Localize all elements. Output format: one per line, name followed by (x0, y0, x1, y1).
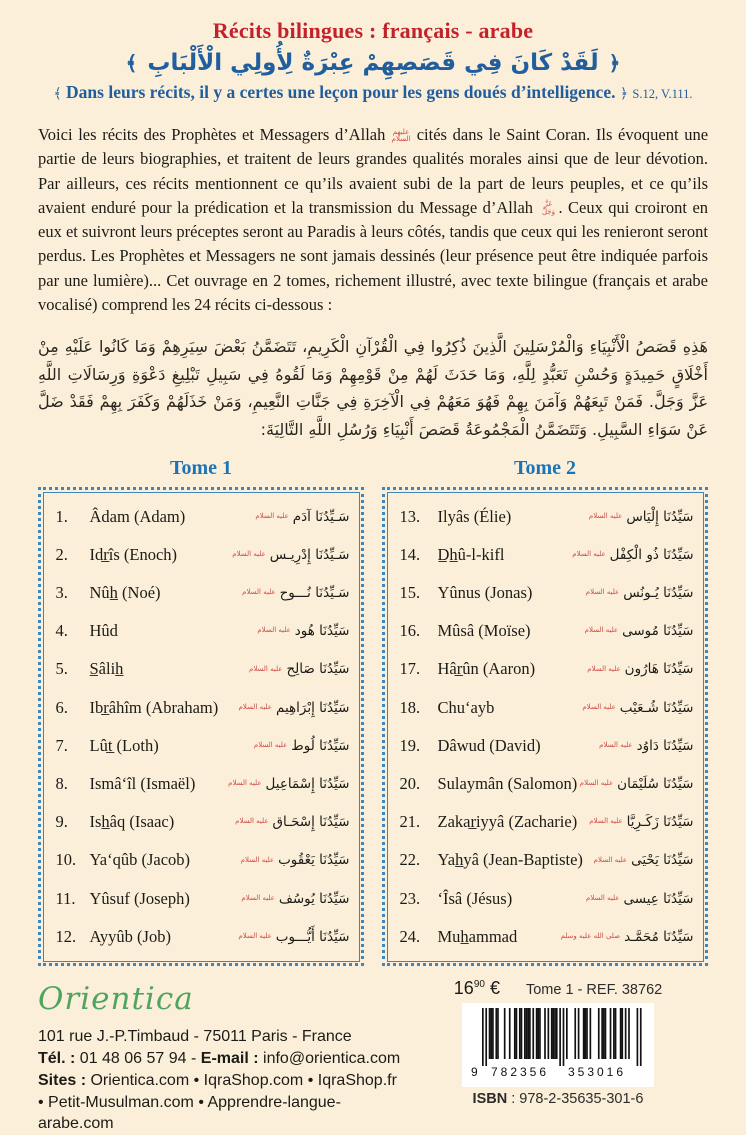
tome1-decorative-border (38, 487, 364, 966)
arabic-text: سَيِّدُنَا عِيسى (623, 890, 694, 907)
alayhi-salam-stamp-icon: عليه السلام (579, 779, 614, 788)
arabic-text: سَيِّدُنَا صَالِح (286, 661, 350, 678)
alayhi-salam-stamp-icon: عليه السلام (240, 855, 275, 864)
alayhi-salam-stamp-icon: عليه السلام (585, 588, 620, 597)
prophet-name: S̲âlih̲ (89, 659, 124, 679)
price-row (408, 978, 708, 999)
svg-text:9: 9 (471, 1065, 481, 1080)
arabic-text: سَيِّدُنَا يُـونُس (623, 585, 694, 602)
publisher-address: 101 rue J.-P.Timbaud - 75011 Paris - France (38, 1028, 352, 1046)
tome1-title: Tome 1 (169, 457, 233, 480)
arabic-text: سَيِّدُنَا إِسْمَاعِيل (265, 775, 350, 792)
arabic-text: سَيِّدُنَا لُوط (291, 737, 350, 754)
intro-text: Voici les récits des Prophètes et Messagers d’Allah (38, 125, 386, 144)
alayhi-salam-stamp-icon: عليه السلام (228, 779, 262, 788)
prophet-name-latin (56, 621, 118, 641)
tome-columns (38, 455, 708, 966)
email-value: info@orientica.com (258, 1050, 401, 1068)
arabic-text: سَيِّدُنَا هَارُون (624, 661, 694, 678)
tome1-list (43, 492, 360, 962)
prophet-name-latin (56, 583, 161, 603)
prophet-name-latin (400, 545, 505, 565)
saws-stamp-icon: صلى الله عليه وسلم (560, 931, 621, 940)
azza-wa-jall-stamp-icon: عَزَّ وَجَلَّ (541, 200, 555, 216)
prophet-name-arabic (257, 623, 350, 640)
alayhi-salam-stamp-icon: عليه السلام (257, 626, 291, 635)
prophet-name-latin (56, 927, 171, 947)
item-number: 18. (399, 697, 421, 717)
verse-arabic-text: لَقَدْ كَانَ فِي قَصَصِهِمْ عِبْرَةٌ لِأُولِي الْأَلْبَابِ (147, 50, 599, 76)
prophet-name-latin (400, 889, 513, 909)
list-item (56, 650, 350, 688)
item-number: 11. (55, 888, 76, 908)
alayhi-salam-stamp-icon: عليه السلام (572, 550, 606, 558)
prophet-name-arabic (232, 546, 350, 563)
prophet-name-latin (400, 812, 578, 832)
alayhi-salam-stamp-icon: عليه السلام (242, 588, 276, 597)
ornate-bracket-right-icon: ﴿ (608, 51, 621, 75)
prophet-name: Ayyûb (Job) (89, 926, 171, 946)
item-number: 16. (399, 621, 421, 641)
arabic-text: سَيِّدُنَا أَيُّـــوب (275, 928, 350, 945)
ornate-bracket-left-icon: ﴾ (53, 86, 62, 102)
alayhi-salam-stamp-icon: عليه السلام (255, 511, 289, 520)
prophet-name: Idr̲îs (Enoch) (89, 544, 178, 564)
prophet-name-arabic (584, 623, 694, 640)
alayhi-salam-stamp-icon: عليه السلام (253, 740, 288, 749)
alayhi-salam-stamp-icon: عليه السلام (599, 740, 633, 749)
arabic-text: سَيِّدُنَا يُوسُف (278, 890, 350, 907)
item-number: 5. (55, 659, 68, 679)
prophet-name: Âdam (Adam) (89, 506, 186, 526)
prophet-name-latin (56, 889, 190, 909)
prophet-name: Yah̲yâ (Jean-Baptiste) (437, 850, 583, 870)
prophet-name: Lût̲ (Loth) (89, 735, 159, 755)
list-item (56, 879, 350, 917)
sites-value: Orientica.com • IqraShop.com • IqraShop.fr (86, 1071, 397, 1089)
prophet-name-latin (56, 698, 219, 718)
email-label: E-mail : (200, 1050, 259, 1068)
arabic-text: سَيِّدُنَا ذُو الْكِفْل (609, 546, 694, 563)
item-number: 12. (55, 926, 77, 946)
arabic-text: سَيِّدُنَا يَحْيَى (631, 852, 694, 869)
list-item (400, 918, 694, 956)
item-number: 14. (399, 544, 421, 564)
prophet-name: Zakar̲iyyâ (Zacharie) (437, 812, 578, 832)
list-item (56, 536, 350, 574)
item-number: 7. (55, 735, 68, 755)
prophet-name: ‘Îsâ (Jésus) (437, 888, 513, 908)
item-number: 10. (55, 850, 77, 870)
prophet-name-arabic (238, 699, 350, 716)
tome2-list (387, 492, 704, 962)
list-item (400, 689, 694, 727)
isbn-label: ISBN (472, 1091, 508, 1108)
verse-french-text: Dans leurs récits, il y a certes une leçon pour les gens doués d’intelligence. (66, 82, 616, 102)
prophet-name-latin (56, 507, 186, 527)
verse-reference: S.12, V.111. (632, 87, 693, 101)
list-item (400, 612, 694, 650)
barcode (462, 1003, 654, 1087)
tome1-column (38, 455, 364, 966)
arabic-text: سَيِّدُنَا دَاوُد (636, 737, 694, 754)
prophet-name-arabic (255, 508, 350, 525)
prophet-name: Chu‘ayb (437, 697, 495, 717)
list-item (400, 765, 694, 803)
publisher-sites (38, 1070, 408, 1092)
list-item (56, 727, 350, 765)
arabic-text: سَيِّدُنَا يَعْقُوب (278, 852, 350, 869)
tome2-decorative-border (382, 487, 708, 966)
prophet-name-arabic (599, 737, 694, 754)
prophet-name-arabic (242, 585, 350, 602)
quran-verse-french (38, 82, 708, 103)
item-number: 19. (399, 735, 421, 755)
price: $16^{90}$ € (453, 978, 500, 999)
prophet-name: Nûh̲ (Noé) (89, 583, 161, 603)
prophet-name-arabic (579, 775, 694, 792)
arabic-text: سَيِّدُنَا إِبْرَاهِيم (275, 699, 350, 716)
prophet-name: Hûd (89, 621, 118, 641)
item-number: 21. (399, 812, 421, 832)
list-item (400, 650, 694, 688)
ornate-bracket-left-icon: ﴾ (125, 51, 138, 75)
item-number: 2. (55, 544, 68, 564)
prophet-name: Yûsuf (Joseph) (89, 888, 190, 908)
list-item (56, 498, 350, 536)
prophet-name: D̲h̲û-l-kifl (437, 544, 505, 564)
item-number: 13. (399, 506, 421, 526)
alayhi-salam-stamp-icon: عليه السلام (232, 550, 266, 558)
svg-text:353016: 353016 (567, 1065, 627, 1080)
prophet-name: Muh̲ammad (437, 926, 518, 946)
list-item (56, 574, 350, 612)
alayhi-salam-stamp-icon: عليه السلام (238, 931, 272, 940)
list-item (56, 918, 350, 956)
prophet-name-arabic (593, 852, 694, 869)
arabic-text: سَيِّدُنَا إِسْحَـاق (272, 814, 350, 831)
quran-verse-arabic (38, 50, 708, 76)
prophet-name-arabic (572, 546, 694, 563)
prophet-name-latin (400, 583, 533, 603)
tome2-title: Tome 2 (513, 457, 577, 480)
prophet-name-latin (56, 774, 196, 794)
reference-number: Tome 1 - REF. 38762 (525, 982, 663, 999)
tel-value: 01 48 06 57 94 - (75, 1050, 201, 1068)
item-number: 15. (399, 583, 421, 603)
intro-paragraph (38, 123, 708, 317)
prophet-name-arabic (240, 852, 350, 869)
alayhim-salam-stamp-icon: عليهم السلام (391, 127, 411, 144)
prophet-name-arabic (585, 585, 694, 602)
item-number: 20. (399, 773, 421, 793)
publisher-contact (38, 1048, 408, 1070)
tome2-column (382, 455, 708, 966)
prophet-name: Mûsâ (Moïse) (437, 621, 531, 641)
price-barcode-block (408, 978, 708, 1107)
tel-label: Tél. : (38, 1050, 76, 1068)
list-item (56, 612, 350, 650)
intro-text: cités dans le Saint Coran. Ils évoquent une partie de leurs biographies, et traitent de leurs grandes qualités morales ainsi que de leur dévotion. Par ailleurs, ces récits mentionnent ce qu’ils avaient subi de la part de leurs peuples, et ce qu’ils avaient enduré pour la prédication et la transmission du Message d’Allah (38, 125, 709, 217)
alayhi-salam-stamp-icon: عليه السلام (589, 817, 623, 826)
item-number: 8. (55, 773, 68, 793)
prophet-name-arabic (586, 890, 694, 907)
prophet-name-latin (400, 927, 518, 947)
prophet-name-latin (400, 736, 541, 756)
prophet-name-arabic (582, 699, 694, 716)
publisher-sites-2: • Petit-Musulman.com • Apprendre-langue-arabe.com (38, 1093, 341, 1133)
list-item (400, 536, 694, 574)
prophet-name-latin (400, 659, 536, 679)
item-number: 23. (399, 888, 421, 908)
prophet-name: Hâr̲ûn (Aaron) (437, 659, 536, 679)
prophet-name-latin (56, 812, 175, 832)
item-number: 17. (399, 659, 421, 679)
prophet-name: Yûnus (Jonas) (437, 583, 533, 603)
prophet-name: Sulaymân (Salomon) (437, 773, 578, 793)
prophet-name-latin (400, 850, 583, 870)
isbn-value: : 978-2-35635-301-6 (507, 1091, 644, 1108)
intro-text: . Ceux qui croiront en eux et suivront leurs préceptes seront au Paradis à leurs côtés, tandis que ceux qui les renieront seront perdus. Les Prophètes et Messagers ne sont jamais dessinés (leur présence peut être indiquée parfois par une lumière)... Cet ouvrage en 2 tomes, richement illustré, avec texte bilingue (français et arabe vocalisé) comprend les 24 récits ci-dessous : (38, 197, 709, 314)
prophet-name-latin (400, 698, 495, 718)
ornate-bracket-right-icon: ﴿ (619, 86, 629, 102)
alayhi-salam-stamp-icon: عليه السلام (238, 702, 272, 711)
prophet-name-arabic (253, 737, 350, 754)
prophet-name-arabic (228, 775, 350, 792)
alayhi-salam-stamp-icon: عليه السلام (593, 855, 628, 864)
prophet-name-arabic (235, 814, 350, 831)
alayhi-salam-stamp-icon: عليه السلام (587, 664, 621, 673)
page-title: Récits bilingues : français - arabe (212, 18, 534, 43)
prophet-name-arabic (241, 890, 350, 907)
prophet-name: Ilyâs (Élie) (437, 506, 512, 526)
prophet-name-arabic (587, 661, 694, 678)
item-number: 6. (55, 697, 68, 717)
alayhi-salam-stamp-icon: عليه السلام (241, 893, 275, 902)
alayhi-salam-stamp-icon: عليه السلام (586, 893, 620, 902)
arabic-text: سَيِّدُنَا مُوسى (622, 623, 694, 640)
alayhi-salam-stamp-icon: عليه السلام (584, 626, 619, 635)
prophet-name-arabic (249, 661, 350, 678)
arabic-text: سَيِّدُنَا سُلَيْمَان (617, 775, 694, 792)
arabic-text: سَيِّدُنَا إِلْيَاس (626, 508, 694, 525)
arabic-text: سَيِّدُنَا هُود (294, 623, 350, 640)
svg-text:782356: 782356 (490, 1065, 550, 1080)
prophet-name: Ya‘qûb (Jacob) (89, 850, 191, 870)
arabic-text: سَيِّدُنَا مُحَمَّـد (624, 928, 694, 945)
prophet-name-latin (56, 659, 124, 679)
alayhi-salam-stamp-icon: عليه السلام (588, 511, 623, 520)
publisher-block (38, 978, 408, 1135)
isbn (408, 1091, 708, 1107)
item-number: 9. (55, 812, 68, 832)
prophet-name-arabic (560, 928, 694, 945)
prophet-name: Ish̲âq (Isaac) (89, 812, 175, 832)
prophet-name-arabic (588, 508, 694, 525)
prophet-name-arabic (589, 814, 694, 831)
prophet-name-latin (400, 621, 531, 641)
alayhi-salam-stamp-icon: عليه السلام (235, 817, 269, 826)
list-item (56, 689, 350, 727)
orientica-logo: Orientica (38, 981, 194, 1018)
list-item (56, 841, 350, 879)
footer (38, 978, 708, 1135)
list-item (400, 803, 694, 841)
list-item (400, 727, 694, 765)
prophet-name-latin (400, 774, 578, 794)
alayhi-salam-stamp-icon: عليه السلام (249, 664, 283, 673)
arabic-text: سَـيِّدُنَا إِدْرِيـس (269, 546, 350, 563)
list-item (56, 803, 350, 841)
list-item (400, 498, 694, 536)
arabic-text: سَـيِّدُنَا آدَم (292, 508, 350, 525)
prophet-name-latin (56, 545, 178, 565)
list-item (400, 574, 694, 612)
prophet-name-latin (56, 850, 191, 870)
arabic-text: سَـيِّدُنَا نُـــوح (279, 585, 350, 602)
arabic-text: سَيِّدُنَا شُـعَيْب (619, 699, 694, 716)
list-item (400, 879, 694, 917)
item-number: 24. (399, 926, 421, 946)
prophet-name-latin (400, 507, 512, 527)
prophet-name: Ibr̲âhîm (Abraham) (89, 697, 219, 717)
item-number: 1. (55, 506, 68, 526)
prophet-name: Ismâ‘îl (Ismaël) (89, 773, 196, 793)
item-number: 3. (55, 583, 68, 603)
list-item (56, 765, 350, 803)
prophet-name-arabic (238, 928, 350, 945)
intro-paragraph-arabic: هَذِهِ قَصَصُ الْأَنْبِيَاءِ وَالْمُرْسَلِينَ الَّذِينَ ذُكِرُوا فِي الْقُرْآنِ الْكَرِيمِ، تَتَضَمَّنُ بَعْضَ سِيَرِهِمْ وَمَا كَانُوا عَلَيْهِ مِنْ أَخْلَاقٍ حَمِيدَةٍ وَحُسْنِ تَعَبُّدٍ لِلَّهِ، وَمَا حَدَثَ لَهُمْ مِنْ قَوْمِهِمْ وَمَا لَقُوهُ فِي سَبِيلِ تَبْلِيغِ دَعْوَةِ وَرِسَالَاتِ اللَّهِ عَزَّ وَجَلَّ. فَمَنْ تَبِعَهُمْ وَآمَنَ بِهِمْ فَهُوَ مَعَهُمْ فِي الْآخِرَةِ فِي جَنَّاتِ النَّعِيمِ، وَمَنْ خَذَلَهُمْ وَكَفَرَ بِهِمْ فَقَدْ ضَلَّ عَنْ سَوَاءِ السَّبِيلِ. وَتَتَضَمَّنُ الْمَجْمُوعَةُ قَصَصَ أَنْبِيَاءِ وَرُسُلِ اللَّهِ التَّالِيَةَ: (38, 337, 708, 439)
arabic-text: سَيِّدُنَا زَكَـرِيَّا (626, 814, 694, 831)
prophet-name-latin (56, 736, 159, 756)
sites-label: Sites : (38, 1071, 87, 1089)
alayhi-salam-stamp-icon: عليه السلام (582, 702, 616, 711)
prophet-name: Dâwud (David) (437, 735, 541, 755)
list-item (400, 841, 694, 879)
item-number: 4. (55, 621, 68, 641)
item-number: 22. (399, 850, 421, 870)
